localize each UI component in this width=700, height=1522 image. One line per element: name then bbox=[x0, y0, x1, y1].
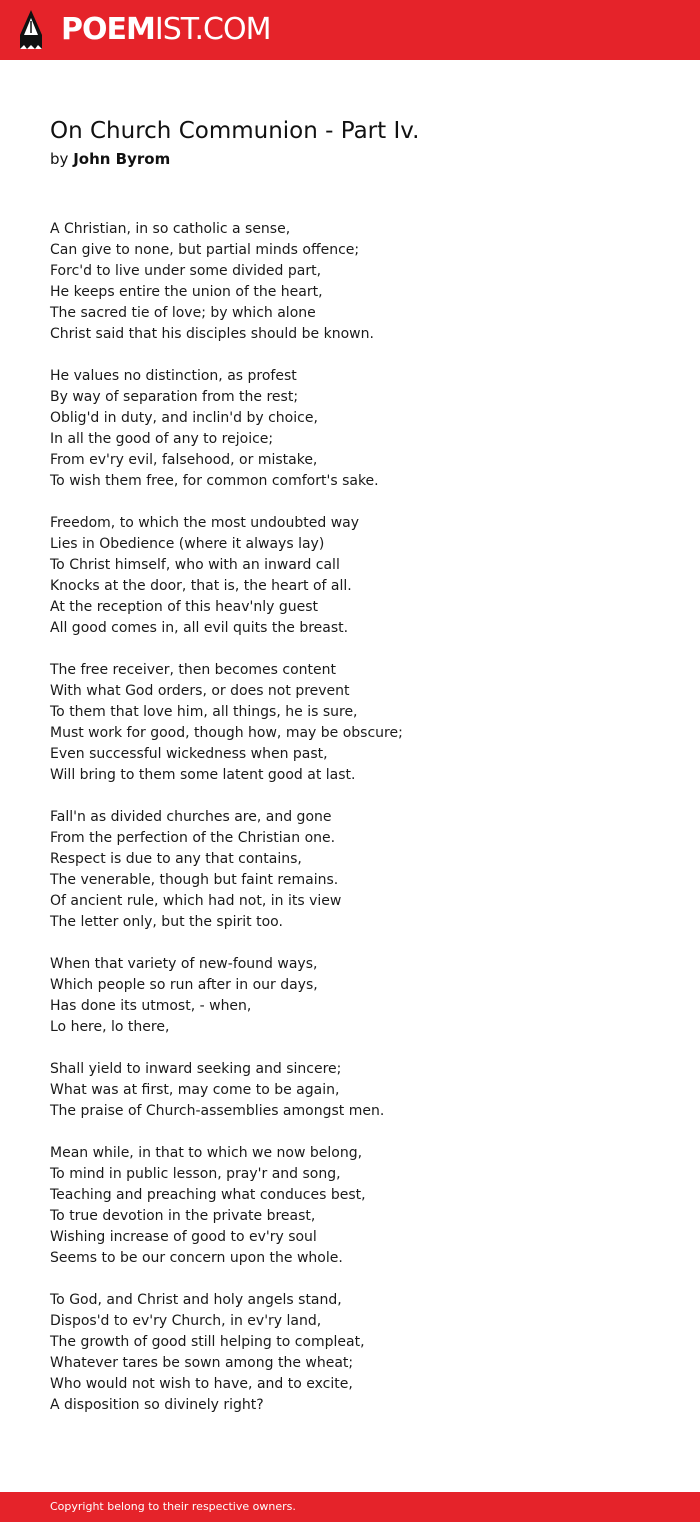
by-label: by bbox=[50, 150, 69, 168]
poem-line: He keeps entire the union of the heart, bbox=[50, 284, 323, 300]
poem-line: To wish them free, for common comfort's sake. bbox=[50, 473, 379, 489]
poem-line: Oblig'd in duty, and inclin'd by choice, bbox=[50, 410, 318, 426]
poem-stanza bbox=[50, 1143, 670, 1269]
poem-line: The venerable, though but faint remains. bbox=[50, 872, 339, 888]
site-footer bbox=[0, 1492, 700, 1522]
poem-line: At the reception of this heav'nly guest bbox=[50, 599, 319, 615]
poem-body bbox=[50, 219, 670, 1437]
poem-line: From the perfection of the Christian one. bbox=[50, 830, 336, 846]
poem-line: Lies in Obedience (where it always lay) bbox=[50, 536, 325, 552]
poem-line: Seems to be our concern upon the whole. bbox=[50, 1250, 343, 1266]
poem-line: By way of separation from the rest; bbox=[50, 389, 299, 405]
poem-line: To them that love him, all things, he is sure, bbox=[50, 704, 358, 720]
poem-line: To mind in public lesson, pray'r and song, bbox=[50, 1166, 341, 1182]
poem-line: To Christ himself, who with an inward call bbox=[50, 557, 340, 573]
poem-line: Must work for good, though how, may be obscure; bbox=[50, 725, 403, 741]
poem-line: Of ancient rule, which had not, in its view bbox=[50, 893, 342, 909]
poem-line: Lo here, lo there, bbox=[50, 1019, 170, 1035]
poem-line: The letter only, but the spirit too. bbox=[50, 914, 283, 930]
poem-line: From ev'ry evil, falsehood, or mistake, bbox=[50, 452, 318, 468]
poem-line: He values no distinction, as profest bbox=[50, 368, 297, 384]
poem-stanza bbox=[50, 954, 670, 1038]
site-header bbox=[0, 0, 700, 60]
poem-line: Christ said that his disciples should be known. bbox=[50, 326, 374, 342]
poem-line: Knocks at the door, that is, the heart of all. bbox=[50, 578, 352, 594]
poem-line: A disposition so divinely right? bbox=[50, 1397, 264, 1413]
poem-stanza bbox=[50, 1290, 670, 1416]
poem-line: Teaching and preaching what conduces best, bbox=[50, 1187, 366, 1203]
logo-light-text: IST.COM bbox=[154, 12, 271, 47]
poem-stanza bbox=[50, 660, 670, 786]
poem-byline bbox=[50, 149, 170, 169]
poem-stanza bbox=[50, 513, 670, 639]
pen-nib-icon[interactable] bbox=[18, 9, 44, 51]
poem-stanza bbox=[50, 366, 670, 492]
logo-strong-text: POEM bbox=[61, 12, 155, 47]
poem-line: Shall yield to inward seeking and sincere; bbox=[50, 1061, 342, 1077]
site-logo[interactable] bbox=[61, 12, 270, 48]
poem-line: The growth of good still helping to compleat, bbox=[50, 1334, 365, 1350]
poem-line: In all the good of any to rejoice; bbox=[50, 431, 274, 447]
poem-line: Has done its utmost, - when, bbox=[50, 998, 252, 1014]
poem-stanza bbox=[50, 1059, 670, 1122]
poem-line: The sacred tie of love; by which alone bbox=[50, 305, 316, 321]
poem-line: Forc'd to live under some divided part, bbox=[50, 263, 322, 279]
poem-line: To God, and Christ and holy angels stand, bbox=[50, 1292, 342, 1308]
poem-line: Wishing increase of good to ev'ry soul bbox=[50, 1229, 317, 1245]
poem-line: With what God orders, or does not prevent bbox=[50, 683, 350, 699]
poem-line: Fall'n as divided churches are, and gone bbox=[50, 809, 332, 825]
poem-line: Freedom, to which the most undoubted way bbox=[50, 515, 360, 531]
poem-line: Which people so run after in our days, bbox=[50, 977, 318, 993]
poem-author: John Byrom bbox=[73, 150, 171, 168]
poem-line: To true devotion in the private breast, bbox=[50, 1208, 316, 1224]
poem-line: Whatever tares be sown among the wheat; bbox=[50, 1355, 354, 1371]
poem-line: Who would not wish to have, and to excite, bbox=[50, 1376, 353, 1392]
poem-line: When that variety of new-found ways, bbox=[50, 956, 318, 972]
poem-line: A Christian, in so catholic a sense, bbox=[50, 221, 291, 237]
poem-line: Can give to none, but partial minds offence; bbox=[50, 242, 360, 258]
poem-title: On Church Communion - Part Iv. bbox=[50, 118, 420, 144]
poem-line: Dispos'd to ev'ry Church, in ev'ry land, bbox=[50, 1313, 322, 1329]
poem-line: Respect is due to any that contains, bbox=[50, 851, 302, 867]
poem-line: The free receiver, then becomes content bbox=[50, 662, 337, 678]
poem-line: Mean while, in that to which we now belong, bbox=[50, 1145, 363, 1161]
copyright-text: Copyright belong to their respective owners. bbox=[50, 1500, 296, 1513]
poem-line: What was at first, may come to be again, bbox=[50, 1082, 340, 1098]
poem-stanza bbox=[50, 807, 670, 933]
poem-line: Even successful wickedness when past, bbox=[50, 746, 328, 762]
poem-line: Will bring to them some latent good at last. bbox=[50, 767, 356, 783]
poem-line: All good comes in, all evil quits the breast. bbox=[50, 620, 349, 636]
poem-line: The praise of Church-assemblies amongst men. bbox=[50, 1103, 385, 1119]
poem-stanza bbox=[50, 219, 670, 345]
